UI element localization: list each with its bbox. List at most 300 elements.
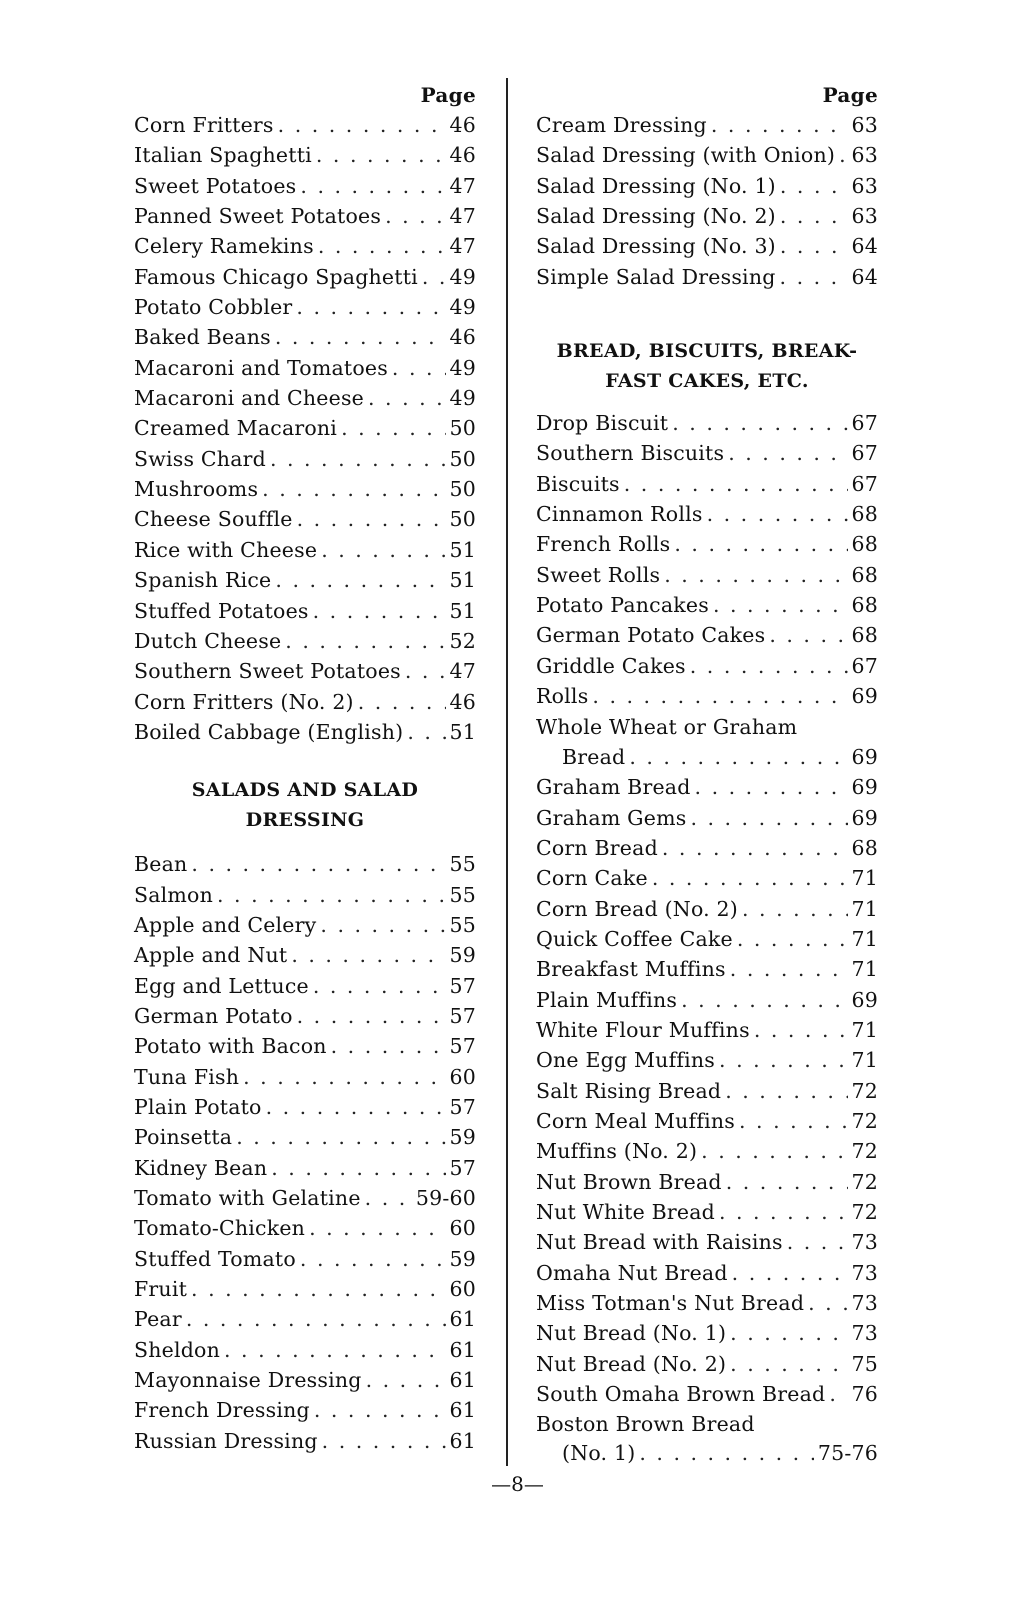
entry-page: 49 xyxy=(449,386,476,411)
dot-leader xyxy=(368,383,445,413)
toc-entry xyxy=(134,1213,476,1243)
dot-leader xyxy=(808,1288,847,1318)
toc-entry xyxy=(536,110,878,140)
toc-entry xyxy=(134,596,476,626)
entry-title: Tomato-Chicken xyxy=(134,1216,306,1241)
toc-entry xyxy=(536,590,878,620)
entry-title: Panned Sweet Potatoes xyxy=(134,204,382,229)
toc-entry xyxy=(134,1001,476,1031)
dot-leader xyxy=(191,1274,445,1304)
entry-title: Salad Dressing (No. 3) xyxy=(536,234,776,259)
dot-leader xyxy=(297,504,446,534)
entry-title: Bread xyxy=(562,744,626,769)
dot-leader xyxy=(300,171,445,201)
toc-entry xyxy=(536,1258,878,1288)
toc-entry xyxy=(536,1076,878,1106)
entry-title: Italian Spaghetti xyxy=(134,143,312,168)
toc-entry xyxy=(134,353,476,383)
dot-leader xyxy=(285,626,445,656)
entry-title: Omaha Nut Bread xyxy=(536,1260,728,1285)
toc-entry xyxy=(134,413,476,443)
dot-leader xyxy=(725,1076,847,1106)
dot-leader xyxy=(296,292,445,322)
dot-leader xyxy=(243,1062,445,1092)
bread-entry-list xyxy=(536,408,878,711)
entry-title: South Omaha Brown Bread xyxy=(536,1382,826,1407)
dot-leader xyxy=(652,863,848,893)
dot-leader xyxy=(270,444,446,474)
entry-page: 63 xyxy=(851,113,878,137)
toc-entry xyxy=(536,529,878,559)
toc-entry xyxy=(134,1031,476,1061)
entry-title: Sweet Potatoes xyxy=(134,173,297,198)
toc-entry xyxy=(536,1106,878,1136)
entry-title: Kidney Bean xyxy=(134,1155,268,1180)
entry-title: Nut Bread (No. 1) xyxy=(536,1321,727,1346)
entry-title: Whole Wheat or Graham xyxy=(536,714,798,739)
section-heading-line: DRESSING xyxy=(245,809,365,832)
left-entry-list xyxy=(134,110,476,747)
dot-leader xyxy=(331,1031,446,1061)
entry-title: Graham Gems xyxy=(536,805,687,830)
entry-page: 69 xyxy=(851,987,878,1012)
toc-entry xyxy=(536,803,878,833)
entry-title: Cream Dressing xyxy=(536,113,707,137)
dot-leader xyxy=(275,565,445,595)
dot-leader xyxy=(839,140,847,170)
entry-page: 63 xyxy=(851,143,878,168)
entry-title: Potato with Bacon xyxy=(134,1034,327,1059)
entry-page: 71 xyxy=(851,866,878,891)
entry-title: Boston Brown Bread xyxy=(536,1412,755,1437)
dot-leader xyxy=(829,1379,847,1409)
dot-leader xyxy=(186,1304,446,1334)
entry-page: 55 xyxy=(449,852,476,877)
entry-title: Boiled Cabbage (English) xyxy=(134,719,404,744)
entry-title: Potato Pancakes xyxy=(536,593,709,618)
toc-entry xyxy=(536,171,878,201)
dot-leader xyxy=(690,651,848,681)
entry-title: Tuna Fish xyxy=(134,1064,240,1089)
entry-title: Macaroni and Tomatoes xyxy=(134,355,388,380)
entry-title: Mushrooms xyxy=(134,477,259,502)
dot-leader xyxy=(732,1258,848,1288)
dot-leader xyxy=(780,231,848,261)
toc-entry xyxy=(134,1122,476,1152)
toc-entry xyxy=(536,438,878,468)
entry-page: 68 xyxy=(851,532,878,557)
toc-entry xyxy=(536,681,878,711)
toc-entry xyxy=(536,651,878,681)
entry-page: 52 xyxy=(449,628,476,653)
toc-entry xyxy=(536,1318,878,1348)
entry-title: Stuffed Potatoes xyxy=(134,598,309,623)
toc-entry xyxy=(134,1153,476,1183)
entry-page: 61 xyxy=(449,1337,476,1362)
entry-page: 63 xyxy=(851,173,878,198)
dot-leader xyxy=(730,954,848,984)
entry-title: Corn Fritters xyxy=(134,113,274,137)
dot-leader xyxy=(297,1001,446,1031)
entry-page: 72 xyxy=(851,1078,878,1103)
toc-entry xyxy=(536,231,878,261)
entry-page: 76 xyxy=(851,1382,878,1407)
dot-leader xyxy=(320,910,445,940)
entry-title: Graham Bread xyxy=(536,775,691,800)
entry-page: 68 xyxy=(851,623,878,648)
toc-entry xyxy=(134,940,476,970)
entry-title: Egg and Lettuce xyxy=(134,973,309,998)
dot-leader xyxy=(291,940,445,970)
entry-page: 60 xyxy=(449,1277,476,1302)
dot-leader xyxy=(701,1136,847,1166)
dot-leader xyxy=(639,1440,814,1466)
entry-page: 46 xyxy=(449,325,476,350)
entry-title: Breakfast Muffins xyxy=(536,957,726,982)
dot-leader xyxy=(592,681,847,711)
dot-leader xyxy=(742,894,848,924)
spacer xyxy=(536,396,878,408)
dot-leader xyxy=(780,171,848,201)
entry-page: 69 xyxy=(851,775,878,800)
dot-leader xyxy=(318,231,446,261)
entry-title: Apple and Nut xyxy=(134,943,288,968)
toc-entry xyxy=(536,985,878,1015)
toc-entry xyxy=(134,626,476,656)
toc-entry xyxy=(536,1197,878,1227)
entry-page: 72 xyxy=(851,1139,878,1164)
entry-title: Potato Cobbler xyxy=(134,295,293,320)
dot-leader xyxy=(730,1349,847,1379)
entry-title: Corn Bread xyxy=(536,835,658,860)
dot-leader xyxy=(719,1197,848,1227)
dot-leader xyxy=(262,474,445,504)
dot-leader xyxy=(681,985,847,1015)
entry-page: 68 xyxy=(851,562,878,587)
toc-entry xyxy=(536,499,878,529)
entry-page: 73 xyxy=(851,1321,878,1346)
toc-entry xyxy=(536,833,878,863)
toc-entry xyxy=(536,1227,878,1257)
entry-page: 57 xyxy=(449,1155,476,1180)
toc-entry xyxy=(134,1365,476,1395)
right-column xyxy=(536,80,878,1466)
entry-page: 67 xyxy=(851,653,878,678)
entry-title: Salmon xyxy=(134,882,214,907)
spacer xyxy=(134,747,476,775)
entry-page: 49 xyxy=(449,295,476,320)
toc-entry xyxy=(536,1409,878,1439)
entry-title: Celery Ramekins xyxy=(134,234,314,259)
entry-title: Sheldon xyxy=(134,1337,221,1362)
page-column-header: Page xyxy=(822,83,878,107)
entry-page: 49 xyxy=(449,355,476,380)
dot-leader xyxy=(365,1183,412,1213)
column-divider xyxy=(506,78,508,1466)
entry-page: 71 xyxy=(851,896,878,921)
entry-page: 72 xyxy=(851,1169,878,1194)
dot-leader xyxy=(309,1213,445,1243)
dot-leader xyxy=(405,656,446,686)
entry-title: German Potato xyxy=(134,1003,293,1028)
dot-leader xyxy=(726,1167,848,1197)
toc-entry xyxy=(134,322,476,352)
entry-page: 71 xyxy=(851,1017,878,1042)
dot-leader xyxy=(271,1153,445,1183)
spacer xyxy=(134,835,476,849)
toc-entry xyxy=(536,140,878,170)
entry-page: 47 xyxy=(449,204,476,229)
entry-title: Salad Dressing (No. 2) xyxy=(536,204,776,229)
dot-leader xyxy=(780,262,848,292)
section-heading-line: FAST CAKES, ETC. xyxy=(605,370,809,393)
entry-page: 47 xyxy=(449,659,476,684)
toc-entry xyxy=(536,1440,878,1466)
toc-entry xyxy=(134,1183,476,1213)
entry-page: 64 xyxy=(851,264,878,289)
entry-title: Cinnamon Rolls xyxy=(536,502,703,527)
entry-page: 51 xyxy=(449,598,476,623)
toc-entry xyxy=(536,1015,878,1045)
entry-page: 73 xyxy=(851,1291,878,1316)
toc-entry xyxy=(536,1136,878,1166)
entry-page: 51 xyxy=(449,719,476,744)
toc-entry xyxy=(536,1288,878,1318)
entry-page: 67 xyxy=(851,411,878,436)
toc-entry xyxy=(536,620,878,650)
entry-title: Swiss Chard xyxy=(134,446,266,471)
entry-page: 61 xyxy=(449,1428,476,1453)
entry-page: 73 xyxy=(851,1260,878,1285)
toc-entry xyxy=(134,1395,476,1425)
entry-title: Russian Dressing xyxy=(134,1428,318,1453)
entry-title: Macaroni and Cheese xyxy=(134,386,365,411)
entry-page: 51 xyxy=(449,537,476,562)
entry-title: One Egg Muffins xyxy=(536,1048,716,1073)
entry-title: Stuffed Tomato xyxy=(134,1246,296,1271)
entry-page: 68 xyxy=(851,502,878,527)
dot-leader xyxy=(217,880,445,910)
entry-page: 71 xyxy=(851,1048,878,1073)
dot-leader xyxy=(629,742,847,772)
dot-leader xyxy=(672,408,847,438)
toc-entry xyxy=(536,560,878,590)
entry-page: 61 xyxy=(449,1368,476,1393)
entry-title: Southern Biscuits xyxy=(536,441,725,466)
toc-entry xyxy=(134,535,476,565)
entry-page: 50 xyxy=(449,416,476,441)
entry-page: 68 xyxy=(851,593,878,618)
entry-title: Nut White Bread xyxy=(536,1200,715,1224)
toc-entry xyxy=(536,712,878,742)
toc-entry xyxy=(134,849,476,879)
toc-entry xyxy=(134,1335,476,1365)
entry-page: 61 xyxy=(449,1398,476,1423)
salad-entry-list xyxy=(134,849,476,1456)
entry-title: Corn Fritters (No. 2) xyxy=(134,689,354,714)
dot-leader xyxy=(341,413,445,443)
toc-entry xyxy=(134,1426,476,1456)
entry-page: 59 xyxy=(449,1246,476,1271)
dot-leader xyxy=(191,849,445,879)
toc-entry xyxy=(536,742,878,772)
section-heading-line: SALADS AND SALAD xyxy=(191,779,419,802)
entry-page: 71 xyxy=(851,926,878,951)
dot-leader xyxy=(313,596,446,626)
entry-title: Salt Rising Bread xyxy=(536,1078,722,1103)
toc-entry xyxy=(536,894,878,924)
entry-title: Drop Biscuit xyxy=(536,411,669,436)
entry-page: 57 xyxy=(449,1094,476,1119)
entry-title: Rice with Cheese xyxy=(134,537,318,562)
entry-page: 61 xyxy=(449,1307,476,1332)
toc-entry xyxy=(134,110,476,140)
entry-title: Baked Beans xyxy=(134,325,271,350)
entry-title: Dutch Cheese xyxy=(134,628,282,653)
entry-title: Apple and Celery xyxy=(134,912,317,937)
dot-leader xyxy=(422,262,446,292)
toc-entry xyxy=(134,1244,476,1274)
dot-leader xyxy=(728,438,847,468)
entry-page: 57 xyxy=(449,1034,476,1059)
entry-title: Corn Meal Muffins xyxy=(536,1108,736,1133)
entry-title: Sweet Rolls xyxy=(536,562,661,587)
entry-title: Salad Dressing (with Onion) xyxy=(536,143,836,168)
entry-page: 72 xyxy=(851,1108,878,1133)
entry-page: 50 xyxy=(449,477,476,502)
entry-title: Bean xyxy=(134,852,188,877)
entry-page: 60 xyxy=(449,1064,476,1089)
entry-page: 57 xyxy=(449,1003,476,1028)
entry-page: 59 xyxy=(449,1125,476,1150)
entry-title: Miss Totman's Nut Bread xyxy=(536,1291,805,1316)
entry-title: Plain Muffins xyxy=(536,987,678,1012)
right-entry-list xyxy=(536,110,878,292)
toc-entry xyxy=(134,140,476,170)
dot-leader xyxy=(266,1092,446,1122)
dot-leader xyxy=(787,1227,848,1257)
toc-entry xyxy=(134,565,476,595)
entry-title: Rolls xyxy=(536,684,589,709)
dot-leader xyxy=(407,717,445,747)
entry-title: Plain Potato xyxy=(134,1094,262,1119)
section-heading-salads xyxy=(134,775,476,835)
toc-entry xyxy=(536,863,878,893)
dot-leader xyxy=(278,110,446,140)
entry-page: 63 xyxy=(851,204,878,229)
dot-leader xyxy=(754,1015,848,1045)
entry-page: 68 xyxy=(851,835,878,860)
toc-entry xyxy=(134,687,476,717)
entry-page: 55 xyxy=(449,882,476,907)
toc-entry xyxy=(134,717,476,747)
entry-title: (No. 1) xyxy=(562,1440,636,1465)
toc-entry xyxy=(134,1092,476,1122)
entry-title: Simple Salad Dressing xyxy=(536,264,776,289)
entry-title: Poinsetta xyxy=(134,1125,233,1150)
entry-title: French Dressing xyxy=(134,1398,310,1423)
entry-title: Mayonnaise Dressing xyxy=(134,1368,362,1393)
entry-page: 73 xyxy=(851,1230,878,1255)
toc-entry xyxy=(134,880,476,910)
entry-title: Spanish Rice xyxy=(134,568,272,593)
entry-page: 75 xyxy=(851,1351,878,1376)
entry-title: White Flour Muffins xyxy=(536,1017,750,1042)
entry-title: Creamed Macaroni xyxy=(134,416,338,441)
entry-title: Corn Bread (No. 2) xyxy=(536,896,738,921)
toc-entry xyxy=(134,971,476,1001)
toc-entry xyxy=(134,444,476,474)
toc-entry xyxy=(536,408,878,438)
toc-entry xyxy=(536,262,878,292)
section-heading-bread xyxy=(536,336,878,396)
toc-entry xyxy=(134,201,476,231)
toc-entry xyxy=(536,772,878,802)
toc-entry xyxy=(134,262,476,292)
toc-entry xyxy=(536,1167,878,1197)
toc-entry xyxy=(536,201,878,231)
toc-entry xyxy=(134,383,476,413)
dot-leader xyxy=(358,687,446,717)
entry-page: 69 xyxy=(851,805,878,830)
toc-entry xyxy=(134,474,476,504)
page-column-header: Page xyxy=(420,83,476,107)
dot-leader xyxy=(674,529,847,559)
entry-title: Salad Dressing (No. 1) xyxy=(536,173,776,198)
entry-page: 46 xyxy=(449,689,476,714)
entry-page: 50 xyxy=(449,507,476,532)
toc-entry xyxy=(134,1304,476,1334)
entry-page: 67 xyxy=(851,471,878,496)
entry-page: 59 xyxy=(449,943,476,968)
entry-page: 60 xyxy=(449,1216,476,1241)
entry-title: French Rolls xyxy=(536,532,671,557)
dot-leader xyxy=(385,201,445,231)
entry-title: Biscuits xyxy=(536,471,620,496)
toc-entry xyxy=(134,1274,476,1304)
left-column xyxy=(134,80,476,1456)
entry-page: 75-76 xyxy=(817,1440,878,1465)
toc-entry xyxy=(134,1062,476,1092)
entry-page: 49 xyxy=(449,264,476,289)
toc-entry xyxy=(134,292,476,322)
dot-leader xyxy=(313,971,446,1001)
entry-title: Famous Chicago Spaghetti xyxy=(134,264,418,289)
section-heading-line: BREAD, BISCUITS, BREAK- xyxy=(556,340,858,363)
toc-entry xyxy=(536,1349,878,1379)
dot-leader xyxy=(713,590,848,620)
entry-title: Nut Bread (No. 2) xyxy=(536,1351,727,1376)
entry-title: Nut Brown Bread xyxy=(536,1169,722,1194)
dot-leader xyxy=(690,803,847,833)
entry-title: Quick Coffee Cake xyxy=(536,926,733,951)
dot-leader xyxy=(314,1395,446,1425)
entry-page: 69 xyxy=(851,744,878,769)
entry-title: Southern Sweet Potatoes xyxy=(134,659,401,684)
dot-leader xyxy=(780,201,848,231)
toc-entry xyxy=(134,910,476,940)
toc-entry xyxy=(134,231,476,261)
entry-page: 46 xyxy=(449,113,476,137)
entry-title: Corn Cake xyxy=(536,866,648,891)
entry-page: 51 xyxy=(449,568,476,593)
toc-entry xyxy=(536,924,878,954)
dot-leader xyxy=(662,833,848,863)
entry-title: Fruit xyxy=(134,1277,188,1302)
page-number-footer: —8— xyxy=(491,1472,544,1496)
dot-leader xyxy=(275,322,446,352)
toc-entry xyxy=(536,1045,878,1075)
